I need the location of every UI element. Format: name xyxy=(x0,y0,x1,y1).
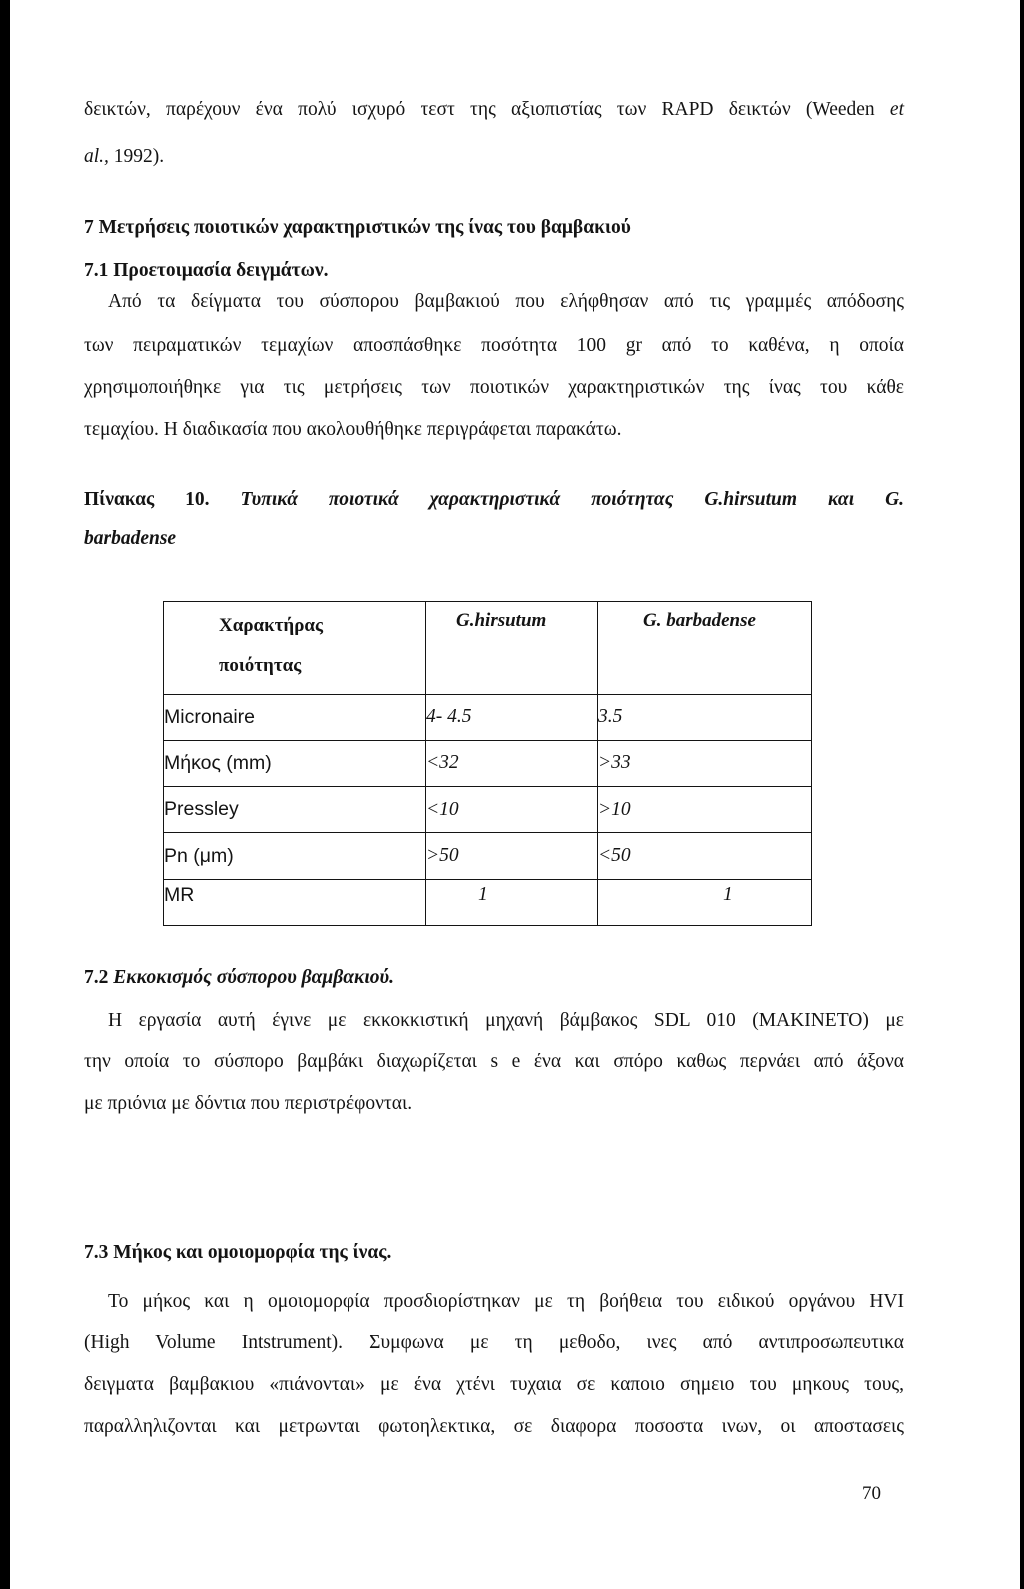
paragraph-line: Το μήκος και η ομοιομορφία προσδιορίστηκαν με τη βοήθεια του ειδικού οργάνου HVI xyxy=(108,1291,904,1312)
paragraph-line: Η εργασία αυτή έγινε με εκκοκκιστική μηχανή βάμβακος SDL 010 (MAKINETO) με xyxy=(108,1010,904,1031)
row-hirsutum: 4- 4.5 xyxy=(426,694,598,740)
heading-number: 7.2 xyxy=(84,967,109,988)
table-row xyxy=(164,694,812,740)
row-barbadense: <50 xyxy=(598,833,812,879)
header-hirsutum: G.hirsutum xyxy=(456,610,547,631)
paragraph-line xyxy=(84,98,904,122)
quality-table xyxy=(163,601,812,926)
table-row xyxy=(164,879,812,925)
text-run: δεικτών, παρέχουν ένα πολύ ισχυρό τεστ της αξιοπιστίας των RAPD δεικτών (Weeden xyxy=(84,99,875,120)
row-label: MR xyxy=(164,879,426,925)
caption-label: Πίνακας 10. xyxy=(84,489,210,510)
caption-species-2a: G. xyxy=(885,489,905,510)
row-barbadense: >33 xyxy=(598,740,812,786)
section-heading-7: 7 Μετρήσεις ποιοτικών χαρακτηριστικών της ίνας του βαμβακιού xyxy=(84,217,631,238)
paragraph-line: δειγματα βαμβακιου «πιάνονται» με ένα χτένι τυχαια σε καποιο σημειο του μηκους τους, xyxy=(84,1374,904,1395)
paragraph-line: την οποία το σύσπορο βαμβάκι διαχωρίζεται s e ένα και σπόρο καθως περνάει από άξονα xyxy=(84,1051,904,1072)
row-hirsutum: <32 xyxy=(426,740,598,786)
caption-species-2b: barbadense xyxy=(84,528,177,549)
row-barbadense: >10 xyxy=(598,787,812,833)
section-heading-7-2 xyxy=(84,966,904,990)
caption-text: Τυπικά ποιοτικά χαρακτηριστικά ποιότητας xyxy=(240,489,674,510)
row-label: Pn (μm) xyxy=(164,833,426,879)
paragraph-line: παραλληλιζονται και μετρωνται φωτοηλεκτικα, σε διαφορα ποσοστα ινων, οι αποστασεις xyxy=(84,1416,904,1437)
row-hirsutum: >50 xyxy=(426,833,598,879)
paragraph-line: (High Volume Intstrument). Συμφωνα με τη μεθοδο, ινες από αντιπροσωπευτικα xyxy=(84,1332,904,1353)
caption-and: και xyxy=(827,489,855,510)
header-barbadense: G. barbadense xyxy=(643,610,756,631)
text-run-italic: al., xyxy=(84,146,109,167)
paragraph-line: Από τα δείγματα του σύσπορου βαμβακιού που ελήφθησαν από τις γραμμές απόδοσης xyxy=(108,291,904,312)
table-row xyxy=(164,740,812,786)
text-run: 1992). xyxy=(108,146,165,167)
header-line-1: Χαρακτήρας xyxy=(219,615,323,636)
row-barbadense: 1 xyxy=(598,879,812,925)
section-heading-7-1: 7.1 Προετοιμασία δειγμάτων. xyxy=(84,260,329,281)
document-page xyxy=(10,0,1020,1589)
paragraph-line: με πριόνια με δόντια που περιστρέφονται. xyxy=(84,1093,413,1114)
row-barbadense: 3.5 xyxy=(598,694,812,740)
table-header-row xyxy=(164,602,812,695)
section-heading-7-3: 7.3 Μήκος και ομοιομορφία της ίνας. xyxy=(84,1242,392,1263)
table-header-cell xyxy=(164,602,426,695)
row-label: Micronaire xyxy=(164,694,426,740)
paragraph-line: τεμαχίου. Η διαδικασία που ακολουθήθηκε περιγράφεται παρακάτω. xyxy=(84,419,622,440)
caption-species-1: G.hirsutum xyxy=(704,489,798,510)
table-row xyxy=(164,787,812,833)
paragraph-line xyxy=(84,145,904,169)
row-hirsutum: 1 xyxy=(426,879,598,925)
paragraph-line: των πειραματικών τεμαχίων αποσπάσθηκε ποσότητα 100 gr από το καθένα, η οποία xyxy=(84,335,904,356)
table-row xyxy=(164,833,812,879)
header-line-2: ποιότητας xyxy=(219,655,302,676)
row-hirsutum: <10 xyxy=(426,787,598,833)
table-header-cell xyxy=(426,602,598,695)
row-label: Pressley xyxy=(164,787,426,833)
table-caption xyxy=(84,488,904,512)
paragraph-line: χρησιμοποιήθηκε για τις μετρήσεις των ποιοτικών χαρακτηριστικών της ίνας του κάθε xyxy=(84,377,904,398)
header-character-label xyxy=(164,602,425,686)
heading-text: Εκκοκισμός σύσπορου βαμβακιού. xyxy=(113,967,394,988)
row-label: Μήκος (mm) xyxy=(164,740,426,786)
text-run-italic: et xyxy=(889,99,904,120)
table-header-cell xyxy=(598,602,812,695)
page-number: 70 xyxy=(862,1483,881,1504)
